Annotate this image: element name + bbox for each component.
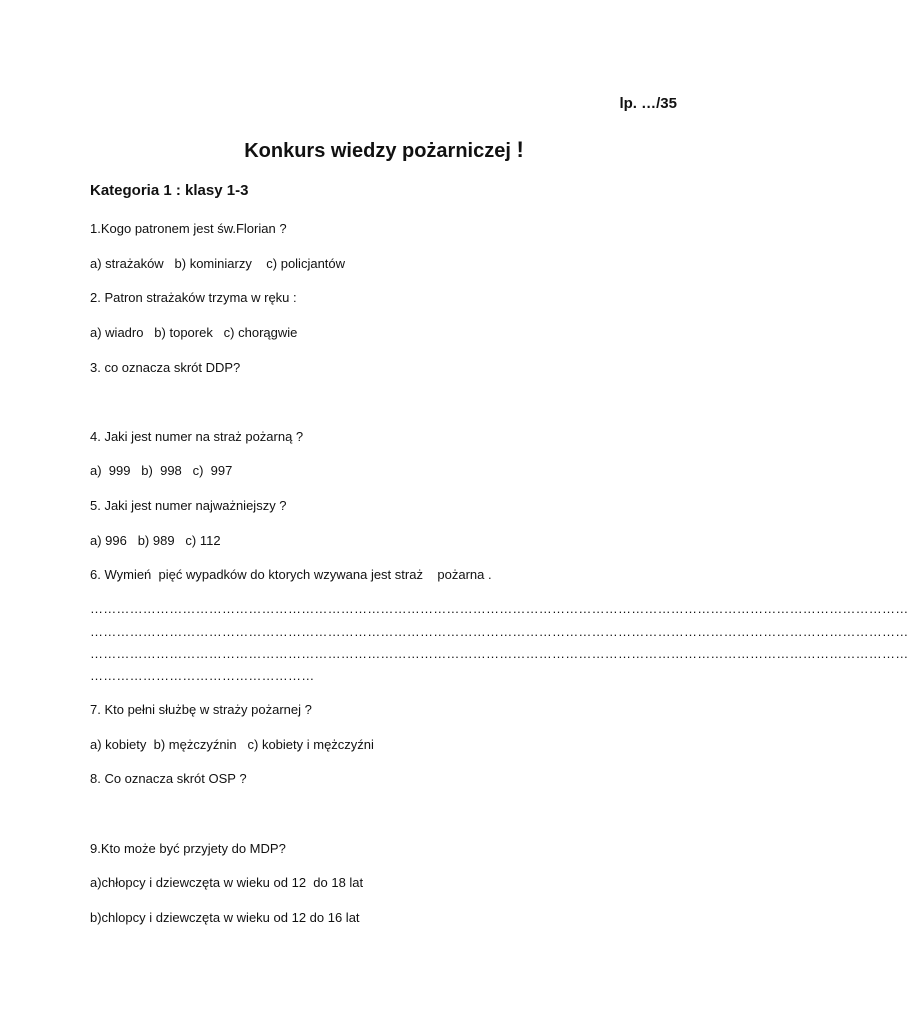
question-7: 7. Kto pełni służbę w straży pożarnej ?: [90, 702, 312, 717]
answer-line-1: ……………………………………………………………………………………………………………………………………………………………………: [90, 601, 908, 616]
question-8: 8. Co oznacza skrót OSP ?: [90, 771, 247, 786]
answer-line-4: ……………………………………………: [90, 668, 315, 683]
question-9-answer-a: a)chłopcy i dziewczęta w wieku od 12 do 18 lat: [90, 875, 364, 890]
question-4-answers: a) 999 b) 998 c) 997: [90, 463, 233, 478]
question-7-answers: a) kobiety b) mężczyźnin c) kobiety i mężczyźni: [90, 737, 374, 752]
question-9-answer-b: b)chlopcy i dziewczęta w wieku od 12 do 16 lat: [90, 910, 360, 925]
question-4: 4. Jaki jest numer na straż pożarną ?: [90, 429, 304, 444]
question-5-answers: a) 996 b) 989 c) 112: [90, 533, 221, 548]
title-exclamation: !: [516, 137, 524, 162]
score-label: lp. …/35: [619, 95, 677, 112]
question-9: 9.Kto może być przyjety do MDP?: [90, 841, 286, 856]
answer-line-3: ……………………………………………………………………………………………………………………………………………………………………: [90, 646, 908, 661]
question-3: 3. co oznacza skrót DDP?: [90, 360, 241, 375]
question-6: 6. Wymień pięć wypadków do ktorych wzywana jest straż pożarna .: [90, 567, 492, 582]
question-2: 2. Patron strażaków trzyma w ręku :: [90, 290, 297, 305]
category-heading: Kategoria 1 : klasy 1-3: [90, 182, 249, 199]
question-5: 5. Jaki jest numer najważniejszy ?: [90, 498, 287, 513]
answer-line-2: ……………………………………………………………………………………………………………………………………………………………………: [90, 624, 908, 639]
title-text: Konkurs wiedzy pożarniczej: [244, 140, 511, 162]
page-title: [0, 137, 768, 163]
question-1: 1.Kogo patronem jest św.Florian ?: [90, 221, 287, 236]
question-1-answers: a) strażaków b) kominiarzy c) policjantów: [90, 256, 346, 271]
question-2-answers: a) wiadro b) toporek c) chorągwie: [90, 325, 298, 340]
